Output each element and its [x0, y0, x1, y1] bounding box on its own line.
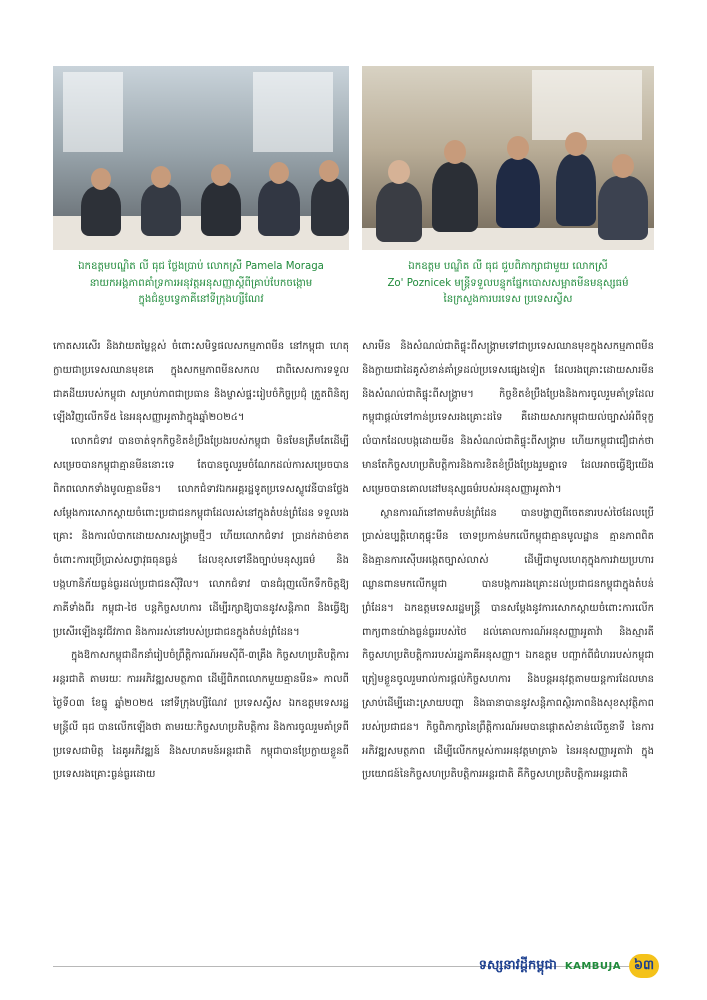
caption-right [362, 259, 654, 309]
meeting-photo-right [362, 66, 654, 250]
caption-line: Zo' Poznicek មន្ត្រីទទួលបន្ទុកផ្នែកបោសសម្អាតមីនមនុស្សធម៌ [387, 277, 629, 289]
caption-line: ក្នុងជំនួបទ្វេភាគីនៅទីក្រុងហ្សឺណែវ [138, 294, 264, 305]
caption-left [53, 259, 349, 309]
caption-line: នៃក្រសួងការបរទេស ប្រទេសស្វីស [443, 294, 573, 305]
paragraph: ស្ថានការណ៍នៅតាមតំបន់ព្រំដែន បានបង្ហាញពីចេតនារបស់ថៃដែលប្រើប្រាស់ឧប្បត្តិហេតុផ្ទុះមីន ចោទប្រកាន់មកលើកម្ពុជាគ្មានមូលដ្ឋាន គ្មានភាពពិត និងគ្មានការស៊ើបអង្កេតច្បាស់លាស់ ដើម្បីជាមូលហេតុក្នុងការវាយប្រហារឈ្លានពានមកលើកម្ពុជា បានបង្កការរងគ្រោះដល់ប្រជាជនកម្ពុជាក្នុងតំបន់ព្រំដែន។ ឯកឧត្តមទេសរដ្ឋមន្ត្រី បានសម្តែងនូវការសោកស្តាយចំពោះការលើកពាក្យពានយ៉ាងធ្ងន់ធ្ងររបស់ថៃ ដល់គោលការណ៍អនុសញ្ញាអូតាវ៉ា និងស្មារតីកិច្ចសហប្រតិបត្តិការរបស់រដ្ឋភាគីអនុសញ្ញា។ ឯកឧត្តម បញ្ជាក់ពីជំហររបស់កម្ពុជា ត្រៀមខ្លួនចូលរួមរាល់ការផ្តល់កិច្ចសហការ និងបន្តអនុវត្តតាមយន្តការដែលមានស្រាប់ដើម្បីដោះស្រាយបញ្ហា និងធានាបាននូវសន្តិភាពស្ថិរភាពនិងសុខសុវត្ថិភាពរបស់ប្រជាជន។ កិច្ចពិភាក្សានៃព្រឹត្តិការណ៍អមបានផ្ដោតសំខាន់លើតួនាទី នៃការអភិវឌ្ឍសមត្ថភាព ដើម្បីលើកកម្ពស់ការអនុវត្តមាត្រា៦ នៃអនុសញ្ញាអូតាវ៉ា ក្នុងប្រយោជន៍នៃកិច្ចសហប្រតិបត្តិការអន្តរជាតិ គឺកិច្ចសហប្រតិបត្តិការអន្តរជាតិ [362, 507, 654, 781]
article-column-left [53, 335, 349, 787]
caption-line: ឯកឧត្តម បណ្ឌិត លី ធុជ ជួបពិភាក្សាជាមួយ លោកស្រី [408, 261, 608, 272]
article-column-right [362, 335, 654, 787]
paragraph: លោកជំទាវ បានចាត់ទុកកិច្ចខិតខំប្រឹងប្រែងរបស់កម្ពុជា មិនមែនត្រឹមតែដើម្បីសម្រេចបានកម្ពុជាគ្មានមីននោះទេ តែបានចូលរួមចំណែកដល់ការសម្រេចបានពិភពលោកទាំងមូលគ្មានមីន។ លោកជំទាវឯកអគ្គរដ្ឋទូតប្រទេសស្លូវេនីបានថ្លែងសម្តែងការសោកស្តាយចំពោះប្រជាជនកម្ពុជាដែលរស់នៅក្នុងតំបន់ព្រំដែន ទទួលរងគ្រោះ និងការលំបាកដោយសារសង្គ្រាមថ្មីៗ ហើយលោកជំទាវ ប្រាដក់ដាច់ខាត ចំពោះការប្រើប្រាស់សព្វាវុធធុនធ្ងន់ ដែលខុសទៅនឹងច្បាប់មនុស្សធម៌ និងបង្កហានិភ័យធ្ងន់ធ្ងរដល់ប្រជាជនស៊ីវិល។ លោកជំទាវ បានជំរុញលើកទឹកចិត្តឱ្យភាគីទាំងពីរ កម្ពុជា-ថៃ បន្តកិច្ចសហការ ដើម្បីរក្សាឱ្យបាននូវសន្តិភាព និងធ្វើឱ្យប្រសើរឡើងនូវជីវភាព និងការរស់នៅរបស់ប្រជាជនក្នុងតំបន់ព្រំដែន។ [53, 436, 350, 638]
magazine-brand: KAMBUJA [564, 960, 621, 972]
page-footer [479, 948, 659, 984]
caption-line: នាយកអង្គភាពគាំទ្រការអនុវត្តអនុសញ្ញាស្ដីពីគ្រាប់បែកចង្កោម [89, 277, 313, 289]
page-number: ៦៣ [629, 954, 659, 978]
paragraph: កោតសរសើរ និងវាយតម្លៃខ្ពស់ ចំពោះសមិទ្ធផលសកម្មភាពមីន នៅកម្ពុជា ហេតុក្លាយជាប្រទេសឈានមុខគេ ក្នុងសកម្មភាពមីនសកល ជាពិសេសការទទួលជាគដីយរបស់កម្ពុជា សម្រាប់ភាពជាប្រធាន និងម្ចាស់ផ្ទះរៀបចំកិច្ចប្រជុំ ត្រួតពិនិត្យឡើងវិញលើកទី៥ នៃអនុសញ្ញាអូតាវ៉ាក្នុងឆ្នាំ២០២៤។ [53, 341, 349, 424]
paragraph: សារមីន និងសំណល់ជាតិផ្ទុះពីសង្គ្រាមទៅជាប្រទេសឈានមុខក្នុងសកម្មភាពមីន និងក្លាយជាដៃគូសំខាន់គាំទ្រដល់ប្រទេសផ្សេងទៀត ដែលរងគ្រោះដោយសារមីន និងសំណល់ជាតិផ្ទុះពីសង្គ្រាម។ កិច្ចខិតខំប្រឹងប្រែងនិងការចូលរួមគាំទ្រដែលកម្ពុជាផ្តល់ទៅកាន់ប្រទេសរងគ្រោះដទៃ គឺដោយសារកម្ពុជាយល់ច្បាស់អំពីទុក្ខលំបាកដែលបង្កដោយមីន និងសំណល់ជាតិផ្ទុះពីសង្គ្រាម ហើយកម្ពុជាជឿជាក់ថា មានតែកិច្ចសហប្រតិបត្តិការនិងការខិតខំប្រឹងប្រែងរួមគ្នាទេ ដែលអាចធ្វើឱ្យយើងសម្រេចបានគោលដៅមនុស្សធម៌របស់អនុសញ្ញាអូតាវ៉ា។ [362, 341, 654, 495]
meeting-photo-left [53, 66, 349, 250]
paragraph: ក្នុងឱកាសកម្ពុជាដឹកនាំរៀបចំព្រឹត្តិការណ៍អមស៊ីពី-៣គ្រឹង កិច្ចសហប្រតិបត្តិការអន្តរជាតិ តាមរយៈ ការអភិវឌ្ឍសមត្ថភាព ដើម្បីពិភពលោកមួយគ្មានមីន» កាលពីថ្ងៃទី០៣ ខែធ្នូ ឆ្នាំ២០២៥ នៅទីក្រុងហ្សឺណែវ ប្រទេសស្វីស ឯកឧត្តមទេសរដ្ឋមន្ត្រីលី ធុជ បានលើកឡើងថា តាមរយៈកិច្ចសហប្រតិបត្តិការ និងការចូលរួមគាំទ្រពីប្រទេសជាមិត្ត ដៃគូអភិវឌ្ឍន៍ និងសហគមន៍អន្តរជាតិ កម្ពុជាបានប្រែក្លាយខ្លួនពីប្រទេសរងគ្រោះធ្ងន់ធ្ងរដោយ [53, 650, 349, 781]
magazine-title: ទស្សនាវដ្តីកម្ពុជា [478, 957, 557, 973]
caption-line: ឯកឧត្តមបណ្ឌិត លី ធុជ ថ្លែងប្រាប់ លោកស្រី Pamela Moraga [78, 261, 324, 272]
